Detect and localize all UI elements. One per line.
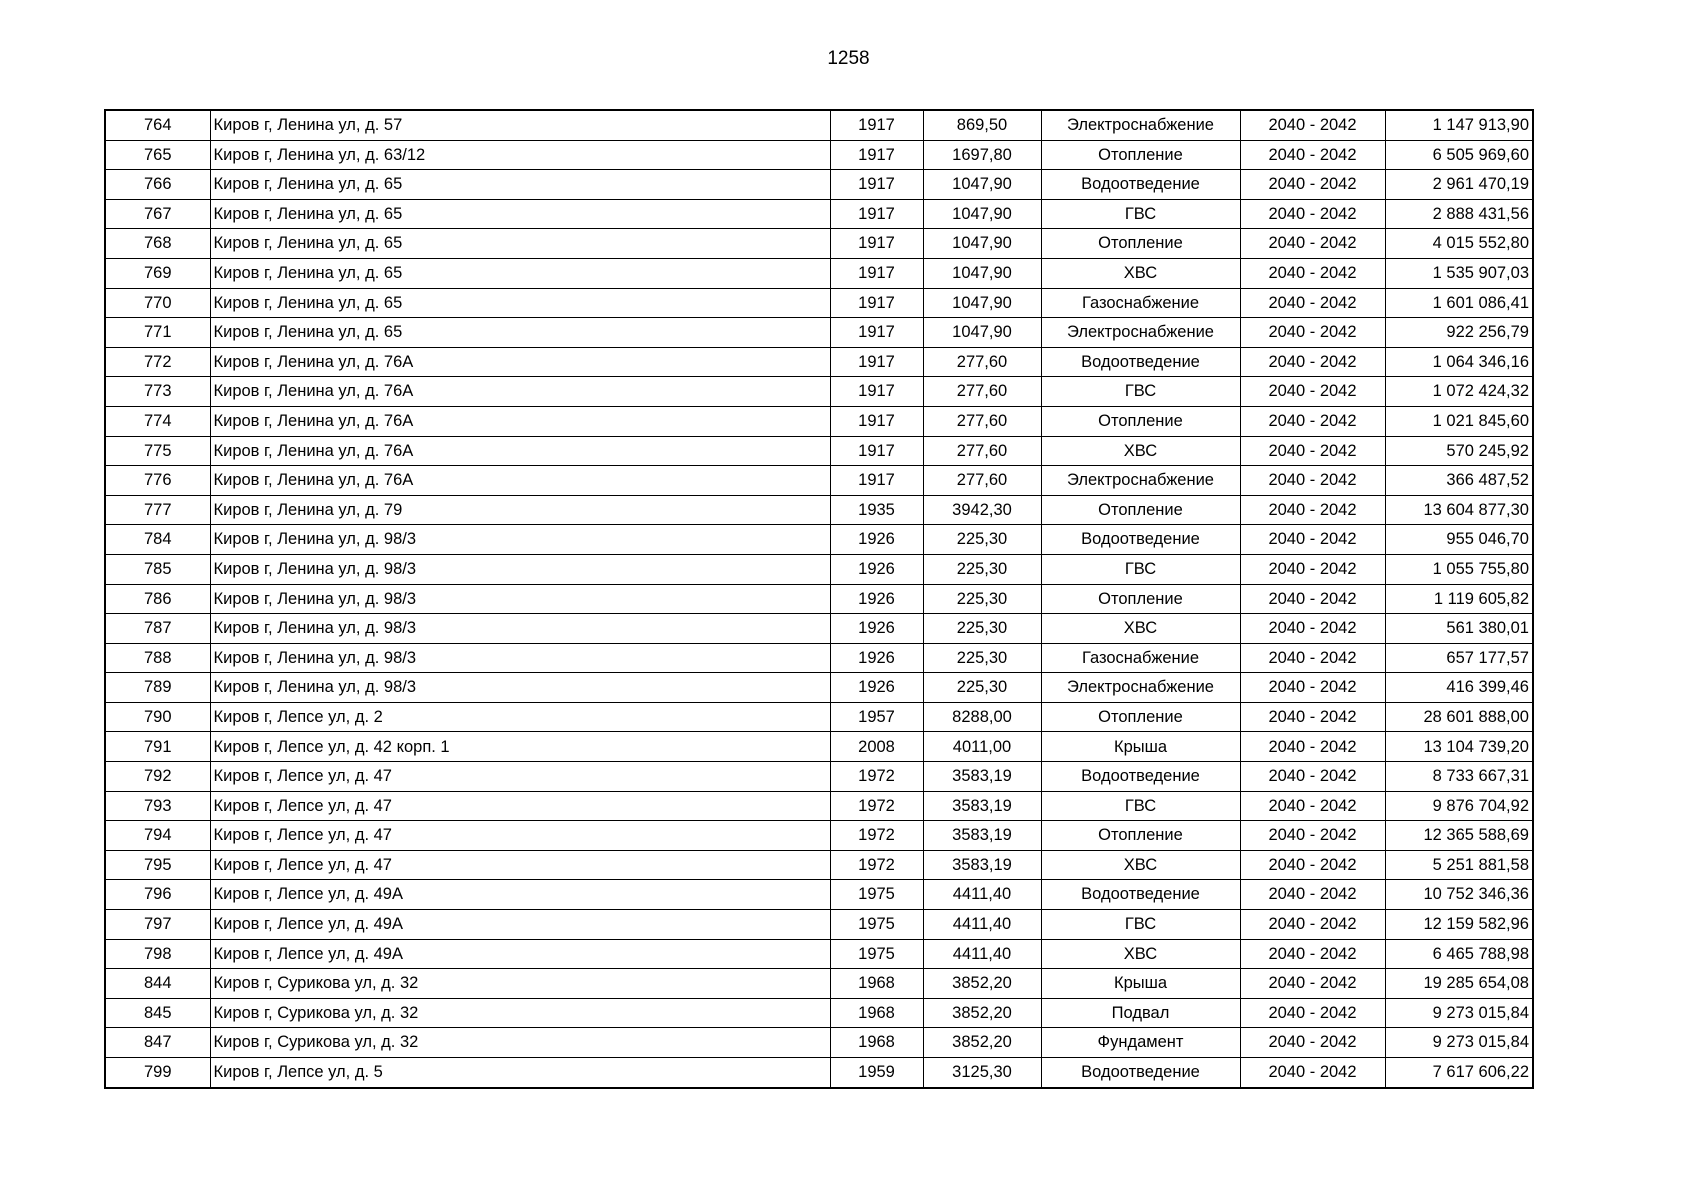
row-period: 2040 - 2042	[1240, 554, 1385, 584]
row-period: 2040 - 2042	[1240, 910, 1385, 940]
row-number: 786	[105, 584, 210, 614]
table-row	[105, 850, 1533, 880]
row-cost: 1 055 755,80	[1385, 554, 1533, 584]
table-row	[105, 584, 1533, 614]
row-area: 225,30	[923, 614, 1041, 644]
row-cost: 5 251 881,58	[1385, 850, 1533, 880]
row-cost: 2 961 470,19	[1385, 170, 1533, 200]
row-area: 277,60	[923, 406, 1041, 436]
row-area: 1047,90	[923, 170, 1041, 200]
row-year: 2008	[830, 732, 923, 762]
row-number: 792	[105, 762, 210, 792]
row-work-type: Отопление	[1041, 229, 1240, 259]
row-address: Киров г, Лепсе ул, д. 47	[210, 791, 830, 821]
row-number: 790	[105, 702, 210, 732]
row-work-type: Подвал	[1041, 998, 1240, 1028]
row-cost: 1 119 605,82	[1385, 584, 1533, 614]
table-row	[105, 614, 1533, 644]
table-body	[105, 110, 1533, 1088]
data-table	[104, 109, 1534, 1089]
row-work-type: ХВС	[1041, 436, 1240, 466]
row-cost: 7 617 606,22	[1385, 1058, 1533, 1088]
row-number: 777	[105, 495, 210, 525]
row-period: 2040 - 2042	[1240, 1058, 1385, 1088]
row-year: 1926	[830, 614, 923, 644]
table-row	[105, 318, 1533, 348]
row-period: 2040 - 2042	[1240, 821, 1385, 851]
row-cost: 2 888 431,56	[1385, 199, 1533, 229]
table-row	[105, 702, 1533, 732]
row-area: 225,30	[923, 673, 1041, 703]
row-cost: 1 535 907,03	[1385, 258, 1533, 288]
table-row	[105, 791, 1533, 821]
row-cost: 561 380,01	[1385, 614, 1533, 644]
row-period: 2040 - 2042	[1240, 702, 1385, 732]
row-number: 768	[105, 229, 210, 259]
row-year: 1972	[830, 762, 923, 792]
row-period: 2040 - 2042	[1240, 199, 1385, 229]
row-year: 1917	[830, 110, 923, 140]
row-work-type: Отопление	[1041, 584, 1240, 614]
table-row	[105, 466, 1533, 496]
row-area: 869,50	[923, 110, 1041, 140]
row-work-type: Электроснабжение	[1041, 110, 1240, 140]
row-year: 1917	[830, 288, 923, 318]
row-number: 797	[105, 910, 210, 940]
row-address: Киров г, Ленина ул, д. 57	[210, 110, 830, 140]
row-year: 1926	[830, 673, 923, 703]
row-number: 772	[105, 347, 210, 377]
row-cost: 10 752 346,36	[1385, 880, 1533, 910]
row-number: 765	[105, 140, 210, 170]
row-period: 2040 - 2042	[1240, 584, 1385, 614]
row-address: Киров г, Лепсе ул, д. 49А	[210, 880, 830, 910]
row-area: 1697,80	[923, 140, 1041, 170]
row-cost: 12 159 582,96	[1385, 910, 1533, 940]
table-row	[105, 1028, 1533, 1058]
row-year: 1926	[830, 525, 923, 555]
row-year: 1972	[830, 850, 923, 880]
row-year: 1917	[830, 199, 923, 229]
row-number: 769	[105, 258, 210, 288]
row-address: Киров г, Лепсе ул, д. 42 корп. 1	[210, 732, 830, 762]
row-address: Киров г, Ленина ул, д. 65	[210, 170, 830, 200]
row-number: 788	[105, 643, 210, 673]
row-work-type: Отопление	[1041, 495, 1240, 525]
row-number: 771	[105, 318, 210, 348]
row-cost: 9 273 015,84	[1385, 998, 1533, 1028]
row-year: 1957	[830, 702, 923, 732]
row-area: 3583,19	[923, 791, 1041, 821]
row-cost: 13 604 877,30	[1385, 495, 1533, 525]
row-area: 4411,40	[923, 910, 1041, 940]
row-cost: 8 733 667,31	[1385, 762, 1533, 792]
row-area: 3583,19	[923, 821, 1041, 851]
row-cost: 1 021 845,60	[1385, 406, 1533, 436]
table-row	[105, 110, 1533, 140]
row-period: 2040 - 2042	[1240, 258, 1385, 288]
row-cost: 1 072 424,32	[1385, 377, 1533, 407]
row-area: 277,60	[923, 347, 1041, 377]
row-cost: 955 046,70	[1385, 525, 1533, 555]
row-year: 1926	[830, 584, 923, 614]
row-address: Киров г, Ленина ул, д. 65	[210, 318, 830, 348]
row-area: 1047,90	[923, 229, 1041, 259]
row-year: 1917	[830, 347, 923, 377]
table-row	[105, 406, 1533, 436]
row-cost: 1 147 913,90	[1385, 110, 1533, 140]
row-number: 775	[105, 436, 210, 466]
row-number: 784	[105, 525, 210, 555]
row-year: 1975	[830, 910, 923, 940]
row-period: 2040 - 2042	[1240, 998, 1385, 1028]
row-address: Киров г, Ленина ул, д. 65	[210, 229, 830, 259]
row-work-type: ГВС	[1041, 377, 1240, 407]
row-year: 1917	[830, 318, 923, 348]
row-work-type: Электроснабжение	[1041, 673, 1240, 703]
row-area: 4411,40	[923, 880, 1041, 910]
row-year: 1972	[830, 791, 923, 821]
row-cost: 6 505 969,60	[1385, 140, 1533, 170]
row-work-type: ГВС	[1041, 910, 1240, 940]
row-year: 1917	[830, 140, 923, 170]
table-row	[105, 170, 1533, 200]
table-row	[105, 910, 1533, 940]
row-area: 8288,00	[923, 702, 1041, 732]
row-number: 764	[105, 110, 210, 140]
table-row	[105, 732, 1533, 762]
row-area: 225,30	[923, 643, 1041, 673]
row-work-type: Крыша	[1041, 732, 1240, 762]
row-cost: 922 256,79	[1385, 318, 1533, 348]
row-work-type: Отопление	[1041, 140, 1240, 170]
row-work-type: Водоотведение	[1041, 762, 1240, 792]
row-year: 1917	[830, 229, 923, 259]
row-cost: 13 104 739,20	[1385, 732, 1533, 762]
row-number: 847	[105, 1028, 210, 1058]
row-number: 798	[105, 939, 210, 969]
table-row	[105, 199, 1533, 229]
row-work-type: ХВС	[1041, 850, 1240, 880]
row-work-type: ХВС	[1041, 614, 1240, 644]
row-address: Киров г, Лепсе ул, д. 47	[210, 762, 830, 792]
row-area: 3125,30	[923, 1058, 1041, 1088]
row-area: 1047,90	[923, 288, 1041, 318]
row-year: 1968	[830, 998, 923, 1028]
table-row	[105, 377, 1533, 407]
row-number: 785	[105, 554, 210, 584]
row-area: 3583,19	[923, 762, 1041, 792]
row-work-type: Фундамент	[1041, 1028, 1240, 1058]
row-period: 2040 - 2042	[1240, 762, 1385, 792]
row-year: 1968	[830, 1028, 923, 1058]
row-period: 2040 - 2042	[1240, 791, 1385, 821]
row-work-type: Электроснабжение	[1041, 466, 1240, 496]
table-row	[105, 229, 1533, 259]
row-period: 2040 - 2042	[1240, 939, 1385, 969]
row-number: 794	[105, 821, 210, 851]
row-year: 1917	[830, 170, 923, 200]
row-address: Киров г, Ленина ул, д. 79	[210, 495, 830, 525]
row-address: Киров г, Сурикова ул, д. 32	[210, 1028, 830, 1058]
row-area: 1047,90	[923, 258, 1041, 288]
row-number: 770	[105, 288, 210, 318]
row-cost: 570 245,92	[1385, 436, 1533, 466]
page-number: 1258	[827, 48, 870, 69]
row-address: Киров г, Ленина ул, д. 65	[210, 258, 830, 288]
row-work-type: Электроснабжение	[1041, 318, 1240, 348]
row-area: 277,60	[923, 466, 1041, 496]
row-work-type: Водоотведение	[1041, 1058, 1240, 1088]
table-row	[105, 643, 1533, 673]
table-row	[105, 880, 1533, 910]
table-row	[105, 347, 1533, 377]
row-address: Киров г, Сурикова ул, д. 32	[210, 969, 830, 999]
table-row	[105, 969, 1533, 999]
row-cost: 19 285 654,08	[1385, 969, 1533, 999]
row-period: 2040 - 2042	[1240, 466, 1385, 496]
row-area: 4011,00	[923, 732, 1041, 762]
row-period: 2040 - 2042	[1240, 377, 1385, 407]
row-period: 2040 - 2042	[1240, 1028, 1385, 1058]
row-number: 844	[105, 969, 210, 999]
row-year: 1917	[830, 466, 923, 496]
row-period: 2040 - 2042	[1240, 880, 1385, 910]
row-cost: 6 465 788,98	[1385, 939, 1533, 969]
row-work-type: Газоснабжение	[1041, 643, 1240, 673]
table-row	[105, 495, 1533, 525]
row-number: 845	[105, 998, 210, 1028]
row-area: 3852,20	[923, 998, 1041, 1028]
row-address: Киров г, Ленина ул, д. 98/3	[210, 525, 830, 555]
table-row	[105, 821, 1533, 851]
row-work-type: Отопление	[1041, 702, 1240, 732]
row-address: Киров г, Лепсе ул, д. 5	[210, 1058, 830, 1088]
row-number: 773	[105, 377, 210, 407]
table-row	[105, 673, 1533, 703]
row-area: 277,60	[923, 436, 1041, 466]
row-address: Киров г, Ленина ул, д. 65	[210, 288, 830, 318]
row-period: 2040 - 2042	[1240, 406, 1385, 436]
row-period: 2040 - 2042	[1240, 614, 1385, 644]
row-area: 3852,20	[923, 1028, 1041, 1058]
row-address: Киров г, Лепсе ул, д. 47	[210, 821, 830, 851]
row-address: Киров г, Сурикова ул, д. 32	[210, 998, 830, 1028]
row-period: 2040 - 2042	[1240, 850, 1385, 880]
row-area: 225,30	[923, 525, 1041, 555]
row-number: 789	[105, 673, 210, 703]
row-cost: 1 064 346,16	[1385, 347, 1533, 377]
row-address: Киров г, Ленина ул, д. 76А	[210, 466, 830, 496]
row-work-type: Водоотведение	[1041, 880, 1240, 910]
row-address: Киров г, Ленина ул, д. 98/3	[210, 614, 830, 644]
table-row	[105, 998, 1533, 1028]
row-work-type: ГВС	[1041, 199, 1240, 229]
row-cost: 9 876 704,92	[1385, 791, 1533, 821]
row-work-type: Отопление	[1041, 406, 1240, 436]
row-year: 1975	[830, 880, 923, 910]
row-area: 225,30	[923, 584, 1041, 614]
row-number: 795	[105, 850, 210, 880]
row-period: 2040 - 2042	[1240, 318, 1385, 348]
row-address: Киров г, Ленина ул, д. 63/12	[210, 140, 830, 170]
row-number: 776	[105, 466, 210, 496]
row-year: 1926	[830, 554, 923, 584]
row-number: 796	[105, 880, 210, 910]
row-year: 1935	[830, 495, 923, 525]
row-work-type: ХВС	[1041, 258, 1240, 288]
row-work-type: Водоотведение	[1041, 525, 1240, 555]
row-work-type: ХВС	[1041, 939, 1240, 969]
row-address: Киров г, Ленина ул, д. 76А	[210, 377, 830, 407]
row-period: 2040 - 2042	[1240, 495, 1385, 525]
row-period: 2040 - 2042	[1240, 732, 1385, 762]
row-area: 3583,19	[923, 850, 1041, 880]
row-address: Киров г, Ленина ул, д. 65	[210, 199, 830, 229]
row-address: Киров г, Лепсе ул, д. 49А	[210, 939, 830, 969]
row-year: 1975	[830, 939, 923, 969]
row-period: 2040 - 2042	[1240, 229, 1385, 259]
row-work-type: Крыша	[1041, 969, 1240, 999]
row-number: 767	[105, 199, 210, 229]
row-year: 1917	[830, 377, 923, 407]
row-cost: 9 273 015,84	[1385, 1028, 1533, 1058]
row-period: 2040 - 2042	[1240, 969, 1385, 999]
row-work-type: ГВС	[1041, 791, 1240, 821]
row-work-type: Водоотведение	[1041, 347, 1240, 377]
row-area: 1047,90	[923, 199, 1041, 229]
table-row	[105, 140, 1533, 170]
row-work-type: ГВС	[1041, 554, 1240, 584]
row-year: 1972	[830, 821, 923, 851]
row-period: 2040 - 2042	[1240, 673, 1385, 703]
row-cost: 366 487,52	[1385, 466, 1533, 496]
row-address: Киров г, Ленина ул, д. 76А	[210, 347, 830, 377]
row-address: Киров г, Лепсе ул, д. 49А	[210, 910, 830, 940]
row-area: 3942,30	[923, 495, 1041, 525]
row-address: Киров г, Ленина ул, д. 98/3	[210, 584, 830, 614]
row-period: 2040 - 2042	[1240, 140, 1385, 170]
row-period: 2040 - 2042	[1240, 288, 1385, 318]
row-period: 2040 - 2042	[1240, 347, 1385, 377]
table-row	[105, 288, 1533, 318]
row-number: 774	[105, 406, 210, 436]
table-row	[105, 525, 1533, 555]
row-address: Киров г, Ленина ул, д. 98/3	[210, 554, 830, 584]
row-number: 793	[105, 791, 210, 821]
row-year: 1917	[830, 406, 923, 436]
row-period: 2040 - 2042	[1240, 643, 1385, 673]
row-year: 1968	[830, 969, 923, 999]
row-area: 4411,40	[923, 939, 1041, 969]
row-number: 791	[105, 732, 210, 762]
row-cost: 4 015 552,80	[1385, 229, 1533, 259]
table-row	[105, 762, 1533, 792]
row-period: 2040 - 2042	[1240, 110, 1385, 140]
row-number: 799	[105, 1058, 210, 1088]
row-number: 787	[105, 614, 210, 644]
row-address: Киров г, Лепсе ул, д. 2	[210, 702, 830, 732]
row-area: 1047,90	[923, 318, 1041, 348]
row-period: 2040 - 2042	[1240, 170, 1385, 200]
row-work-type: Водоотведение	[1041, 170, 1240, 200]
table-row	[105, 436, 1533, 466]
row-area: 225,30	[923, 554, 1041, 584]
row-area: 277,60	[923, 377, 1041, 407]
row-period: 2040 - 2042	[1240, 436, 1385, 466]
table-row	[105, 554, 1533, 584]
row-address: Киров г, Ленина ул, д. 76А	[210, 436, 830, 466]
row-cost: 657 177,57	[1385, 643, 1533, 673]
table-row	[105, 1058, 1533, 1088]
row-year: 1959	[830, 1058, 923, 1088]
row-address: Киров г, Ленина ул, д. 98/3	[210, 673, 830, 703]
row-year: 1926	[830, 643, 923, 673]
table-row	[105, 258, 1533, 288]
row-area: 3852,20	[923, 969, 1041, 999]
row-cost: 28 601 888,00	[1385, 702, 1533, 732]
row-address: Киров г, Ленина ул, д. 98/3	[210, 643, 830, 673]
row-work-type: Отопление	[1041, 821, 1240, 851]
row-cost: 1 601 086,41	[1385, 288, 1533, 318]
table-row	[105, 939, 1533, 969]
row-year: 1917	[830, 258, 923, 288]
row-cost: 12 365 588,69	[1385, 821, 1533, 851]
row-work-type: Газоснабжение	[1041, 288, 1240, 318]
row-period: 2040 - 2042	[1240, 525, 1385, 555]
row-address: Киров г, Лепсе ул, д. 47	[210, 850, 830, 880]
row-year: 1917	[830, 436, 923, 466]
row-number: 766	[105, 170, 210, 200]
row-address: Киров г, Ленина ул, д. 76А	[210, 406, 830, 436]
row-cost: 416 399,46	[1385, 673, 1533, 703]
